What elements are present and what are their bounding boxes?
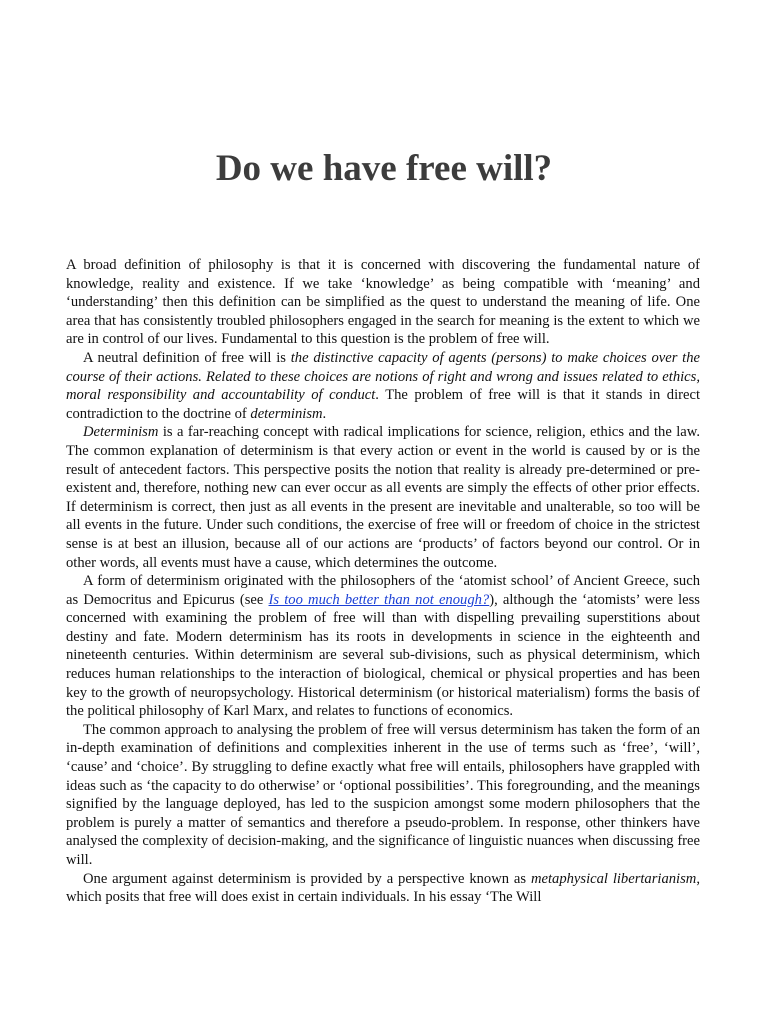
paragraph-5 xyxy=(66,721,700,870)
page-title: Do we have free will? xyxy=(215,148,553,189)
determinism-heading-term: Determinism xyxy=(83,424,159,441)
paragraph-2 xyxy=(66,349,700,423)
paragraph-2-text-e: . xyxy=(322,405,327,422)
paragraph-6-text-c: , which posits that free will does exist in certain individuals. In his essay ‘The Will xyxy=(66,870,700,906)
paragraph-5-text: The common approach to analysing the problem of free will versus determinism has taken the form of an in-depth examination of definitions and complexities inherent in the use of terms such as ‘free’, ‘will’, ‘cause’ and ‘choice’. By struggling to define exactly what free will entails, philosophers have grappled with ideas such as ‘the capacity to do otherwise’ or ‘optional possibilities’. This foregrounding, and the meanings signified by the language deployed, has led to the suspicion amongst some modern philosophers that the problem is purely a matter of semantics and therefore a pseudo-problem. In response, other thinkers have analysed the complexity of decision-making, and the significance of linguistic nuances when discussing free will. xyxy=(66,721,700,868)
paragraph-2-text-a: A neutral definition of free will is xyxy=(83,349,291,366)
paragraph-4-text-a: A form of determinism originated with the philosophers of the ‘atomist school’ of Ancient Greece, such as Democritus and Epicurus (see xyxy=(66,573,700,608)
paragraph-4 xyxy=(66,572,700,721)
metaphysical-libertarianism-term: metaphysical libertarianism xyxy=(530,870,697,887)
cross-reference-link[interactable]: Is too much better than not enough? xyxy=(268,591,490,608)
paragraph-6 xyxy=(66,870,700,907)
paragraph-2-text-c: . The problem of free will is that it stands in direct contradiction to the doctrine of xyxy=(66,387,700,422)
paragraph-6-text-a: One argument against determinism is provided by a perspective known as xyxy=(83,870,531,887)
article-body xyxy=(66,256,700,907)
paragraph-4-text-b: ), although the ‘atomists’ were less concerned with examining the problem of free will than with dispelling prevailing superstitions about destiny and fate. Modern determinism has its roots in developments in science in the eighteenth and nineteenth centuries. Within determinism are several sub-divisions, such as physical determinism, which reduces human relationships to the interaction of biological, chemical or physical properties and has been key to the growth of neuropsychology. Historical determinism (or historical materialism) forms the basis of the political philosophy of Karl Marx, and relates to functions of economics. xyxy=(66,591,700,720)
free-will-definition: the distinctive capacity of agents (persons) to make choices over the course of their actions. Related to these choices are notions of right and wrong and issues related to ethics, moral responsibility and accountability of conduct xyxy=(66,349,700,404)
determinism-term: determinism xyxy=(250,405,323,422)
paragraph-3-text: is a far-reaching concept with radical implications for science, religion, ethics and the law. The common explanation of determinism is that every action or event in the world is caused by or is the result of antecedent factors. This perspective posits the notion that reality is already pre-determined or pre-existent and, therefore, nothing new can ever occur as all events are simply the effects of other prior effects. If determinism is correct, then just as all events in the present are inevitable and unalterable, so too will be all events in the future. Under such conditions, the exercise of free will or freedom of choice in the strictest sense is at best an illusion, because all of our actions are ‘products’ of factors beyond our control. Or in other words, all events must have a cause, which determines the outcome. xyxy=(66,424,700,571)
paragraph-1-text: A broad definition of philosophy is that it is concerned with discovering the fundamental nature of knowledge, reality and existence. If we take ‘knowledge’ as being compatible with ‘meaning’ and ‘understanding’ then this definition can be simplified as the quest to understand the meaning of life. One area that has consistently troubled philosophers engaged in the search for meaning is the extent to which we are in control of our lives. Fundamental to this question is the problem of free will. xyxy=(66,257,700,348)
paragraph-3 xyxy=(66,423,700,572)
paragraph-1 xyxy=(66,256,700,349)
